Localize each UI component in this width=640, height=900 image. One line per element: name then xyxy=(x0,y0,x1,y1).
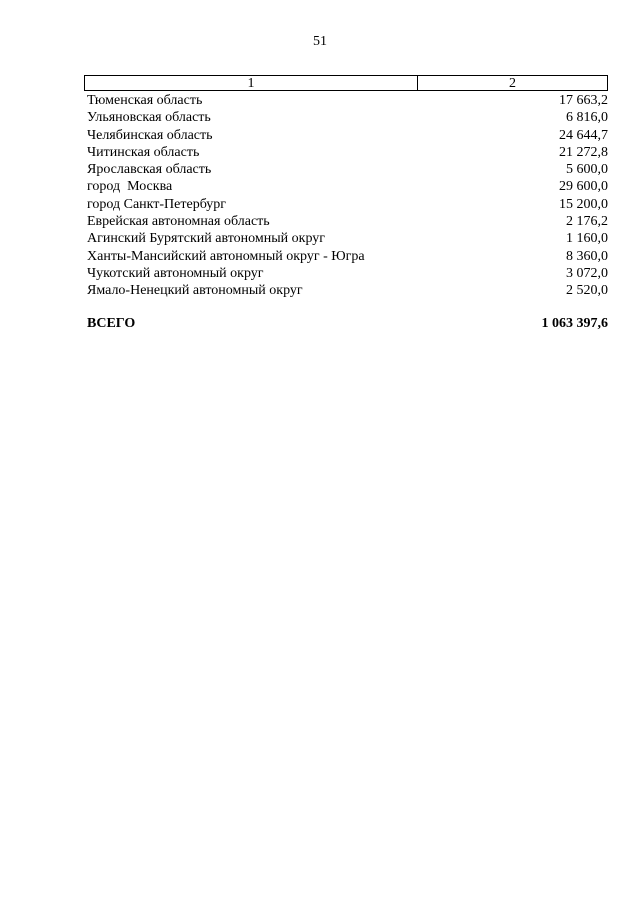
table-row xyxy=(84,265,608,282)
amount-value: 6 816,0 xyxy=(566,110,608,126)
amount-value: 5 600,0 xyxy=(566,162,608,178)
amount-value: 2 520,0 xyxy=(566,283,608,299)
total-row xyxy=(84,315,608,332)
region-name: город Москва xyxy=(87,179,173,195)
table-body xyxy=(84,92,608,300)
amount-value: 3 072,0 xyxy=(566,265,608,281)
table-row xyxy=(84,178,608,195)
table-row xyxy=(84,230,608,247)
region-name: Ярославская область xyxy=(87,162,212,178)
amount-value: 8 360,0 xyxy=(566,248,608,264)
table-row xyxy=(84,196,608,213)
table-row xyxy=(84,282,608,299)
column-header-2: 2 xyxy=(509,76,516,91)
region-name: Еврейская автономная область xyxy=(87,214,270,230)
page-number: 51 xyxy=(313,34,327,49)
total-value: 1 063 397,6 xyxy=(541,315,608,331)
region-name: Тюменская область xyxy=(87,93,203,108)
amount-value: 24 644,7 xyxy=(559,127,608,143)
table-header-row xyxy=(84,75,608,91)
table-row xyxy=(84,248,608,265)
region-name: Челябинская область xyxy=(87,127,213,143)
column-header-1: 1 xyxy=(85,76,418,90)
region-name: Ульяновская область xyxy=(87,110,211,126)
region-name: Агинский Бурятский автономный округ xyxy=(87,231,325,247)
region-name: Читинская область xyxy=(87,144,200,160)
amount-value: 15 200,0 xyxy=(559,196,608,212)
total-label: ВСЕГО xyxy=(87,315,136,331)
region-name: Чукотский автономный округ xyxy=(87,265,264,281)
region-name: город Санкт-Петербург xyxy=(87,196,227,212)
table-row xyxy=(84,127,608,144)
table-row xyxy=(84,92,608,109)
allocation-table xyxy=(84,75,608,332)
amount-value: 17 663,2 xyxy=(559,93,608,108)
table-row xyxy=(84,144,608,161)
amount-value: 21 272,8 xyxy=(559,144,608,160)
region-name: Ямало-Ненецкий автономный округ xyxy=(87,283,303,299)
amount-value: 2 176,2 xyxy=(566,214,608,230)
amount-value: 1 160,0 xyxy=(566,231,608,247)
amount-value: 29 600,0 xyxy=(559,179,608,195)
region-name: Ханты-Мансийский автономный округ - Югра xyxy=(87,248,365,264)
table-row xyxy=(84,109,608,126)
table-row xyxy=(84,161,608,178)
table-row xyxy=(84,213,608,230)
